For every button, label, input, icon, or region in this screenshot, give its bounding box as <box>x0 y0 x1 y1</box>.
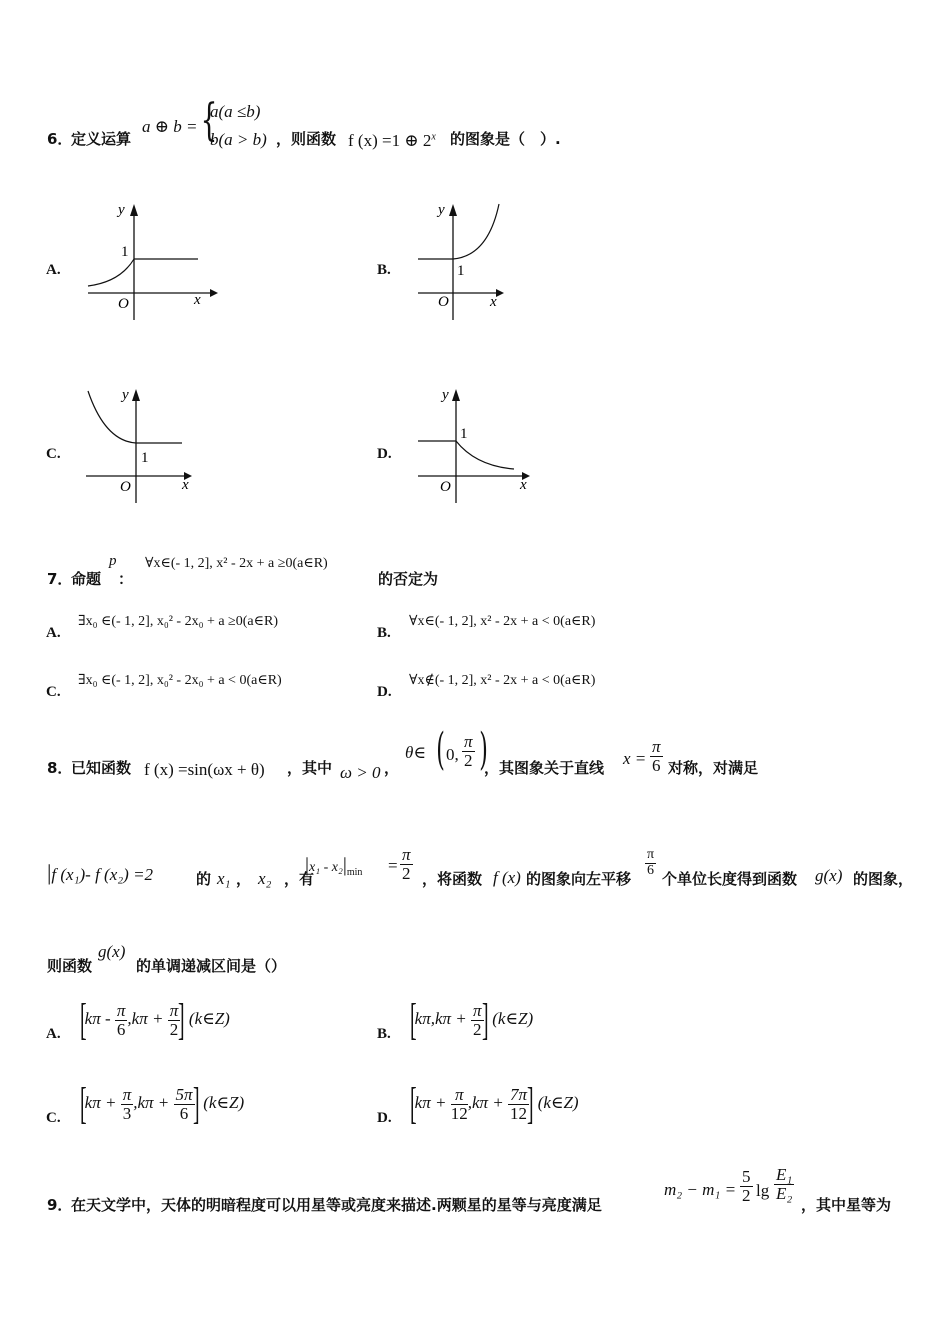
q6-a-y-label: y <box>118 202 125 218</box>
q7-option-a-text[interactable]: ∃x₀ ∈(- 1, 2], x₀² - 2x₀ + a ≥0(a∈R) <box>78 614 278 629</box>
q6-graph-c[interactable] <box>80 383 200 508</box>
q8-text-8: 的图象向左平移 <box>526 870 632 888</box>
q7-option-b-text[interactable]: ∀x∈(- 1, 2], x² - 2x + a < 0(a∈R) <box>409 614 596 629</box>
q8-option-c-label[interactable]: C. <box>46 1110 61 1126</box>
q8-text-7: ，将函数 <box>422 870 483 888</box>
q7-option-d-label[interactable]: D. <box>377 684 392 700</box>
q6-c-mark: 1 <box>141 450 149 466</box>
q8-option-b-label[interactable]: B. <box>377 1026 391 1042</box>
q8-abs-expr: |f (x₁)- f (x₂) =2 <box>47 860 154 885</box>
q8-option-a-label[interactable]: A. <box>46 1026 61 1042</box>
q8-eq: = <box>388 856 398 875</box>
q7-option-b-label[interactable]: B. <box>377 625 391 641</box>
q8-function: f (x) =sin(ωx + θ) <box>144 760 265 779</box>
q8-x1: x₁ <box>217 869 231 888</box>
q6-c-x-label: x <box>182 477 189 493</box>
q6-text-2: ，则函数 <box>276 130 337 148</box>
q8-min-frac: $\frac{\pi}{2}$ <box>402 845 411 883</box>
q6-b-origin: O <box>438 294 449 310</box>
q8-x-eq: x = <box>623 749 647 768</box>
q6-function: f (x) =1 ⊕ 2$^x$ <box>348 131 436 150</box>
q6-c-origin: O <box>120 479 131 495</box>
q8-number: 8． <box>47 759 73 777</box>
q8-text-5: 的 <box>196 870 212 888</box>
q8-option-d-label[interactable]: D. <box>377 1110 392 1126</box>
q9-lg: lg <box>756 1181 770 1200</box>
q7-text-2: 的否定为 <box>378 570 439 588</box>
q8-shift-frac: $\frac{\pi}{6}$ <box>647 847 655 878</box>
q8-sym-frac: $\frac{\pi}{6}$ <box>652 737 661 775</box>
q8-lparen: ( <box>436 724 445 775</box>
q8-text-1: 已知函数 <box>71 759 132 777</box>
q6-option-b-label[interactable]: B. <box>377 262 391 278</box>
q8-sep: ， <box>236 870 252 888</box>
q8-option-d-expr[interactable]: [kπ + $\frac{\pi}{12}$ ,kπ + $\frac{7\pi}{12}$ ] (k∈Z) <box>410 1079 579 1128</box>
q8-theta-frac: $\frac{\pi}{2}$ <box>464 732 473 770</box>
q7-option-a-label[interactable]: A. <box>46 625 61 641</box>
q6-b-y-label: y <box>438 202 445 218</box>
q8-comma: ， <box>384 759 400 777</box>
q6-text-1: 定义运算 <box>71 130 132 148</box>
q8-option-c-expr[interactable]: [kπ + $\frac{\pi}{3}$ ,kπ + $\frac{5\pi}{6}$ ] (k∈Z) <box>80 1079 245 1128</box>
q9-text-2: ，其中星等为 <box>801 1196 892 1214</box>
q6-case-2: b(a > b) <box>210 130 267 149</box>
q8-fx: f (x) <box>493 868 521 887</box>
q7-text-1: 命题 <box>71 570 102 588</box>
q6-b-x-label: x <box>490 294 497 310</box>
q8-text-3: ，其图象关于直线 <box>484 759 605 777</box>
q7-p: p <box>109 553 117 569</box>
q6-d-x-label: x <box>520 477 527 493</box>
q6-d-y-label: y <box>442 387 449 403</box>
q6-b-mark: 1 <box>457 263 465 279</box>
q6-option-a-label[interactable]: A. <box>46 262 61 278</box>
q6-def-left: a ⊕ b = <box>142 117 198 136</box>
q8-text-2: ，其中 <box>287 759 333 777</box>
q9-number: 9． <box>47 1196 73 1214</box>
q8-text-10: 的图象， <box>853 870 914 888</box>
q6-a-x-label: x <box>194 292 201 308</box>
q6-case-1: a(a ≤b) <box>210 102 261 121</box>
q8-text-12: 的单调递减区间是（） <box>136 957 287 975</box>
q6-graph-d[interactable] <box>410 383 540 508</box>
q6-graph-b[interactable] <box>410 198 520 323</box>
q8-text-11: 则函数 <box>47 957 93 975</box>
q8-option-b-expr[interactable]: [kπ,kπ + $\frac{\pi}{2}$ ] (k∈Z) <box>410 995 534 1044</box>
q8-omega: ω > 0 <box>340 763 381 782</box>
q6-brace: { <box>200 95 218 146</box>
q9-text-1: 在天文学中，天体的明暗程度可以用星等或亮度来描述.两颗星的星等与亮度满足 <box>71 1196 602 1214</box>
q8-text-4: 对称，对满足 <box>668 759 759 777</box>
q6-d-mark: 1 <box>460 426 468 442</box>
q6-a-mark: 1 <box>121 244 129 260</box>
q8-gx-2: g(x) <box>98 942 126 961</box>
q7-statement: ∀x∈(- 1, 2], x² - 2x + a ≥0(a∈R) <box>145 556 328 571</box>
q8-theta: θ∈ <box>405 743 426 762</box>
q7-option-c-label[interactable]: C. <box>46 684 61 700</box>
q8-theta-zero: 0, <box>446 745 459 764</box>
q6-graph-a[interactable] <box>80 198 220 323</box>
q7-option-c-text[interactable]: ∃x₀ ∈(- 1, 2], x₀² - 2x₀ + a < 0(a∈R) <box>78 673 282 688</box>
q6-text-3: 的图象是（ ）. <box>450 130 561 148</box>
q6-number: 6． <box>47 130 73 148</box>
q8-gx: g(x) <box>815 866 843 885</box>
q9-frac-e: $\frac{\text{E₁}}{\text{E₂}}$ <box>776 1165 793 1203</box>
q8-option-a-expr[interactable]: [kπ - $\frac{\pi}{6}$ ,kπ + $\frac{\pi}{2}$ ] (k∈Z) <box>80 995 230 1044</box>
q6-c-y-label: y <box>122 387 129 403</box>
q6-option-c-label[interactable]: C. <box>46 446 61 462</box>
q8-text-6: ，有 <box>284 870 315 888</box>
q8-absmin: $|x_1 - x_2|_{min}$ <box>305 854 363 878</box>
q6-option-d-label[interactable]: D. <box>377 446 392 462</box>
q7-option-d-text[interactable]: ∀x∉(- 1, 2], x² - 2x + a < 0(a∈R) <box>409 673 596 688</box>
q6-d-origin: O <box>440 479 451 495</box>
q8-text-9: 个单位长度得到函数 <box>662 870 798 888</box>
q6-a-origin: O <box>118 296 129 312</box>
q8-rparen: ) <box>479 724 488 775</box>
q9-frac-5-2: $\frac{5}{2}$ <box>742 1167 751 1205</box>
q9-formula-left: m₂ − m₁ = <box>664 1180 737 1199</box>
q8-x2: x₂ <box>258 869 272 888</box>
q7-colon: ： <box>118 570 134 588</box>
q7-number: 7． <box>47 570 73 588</box>
